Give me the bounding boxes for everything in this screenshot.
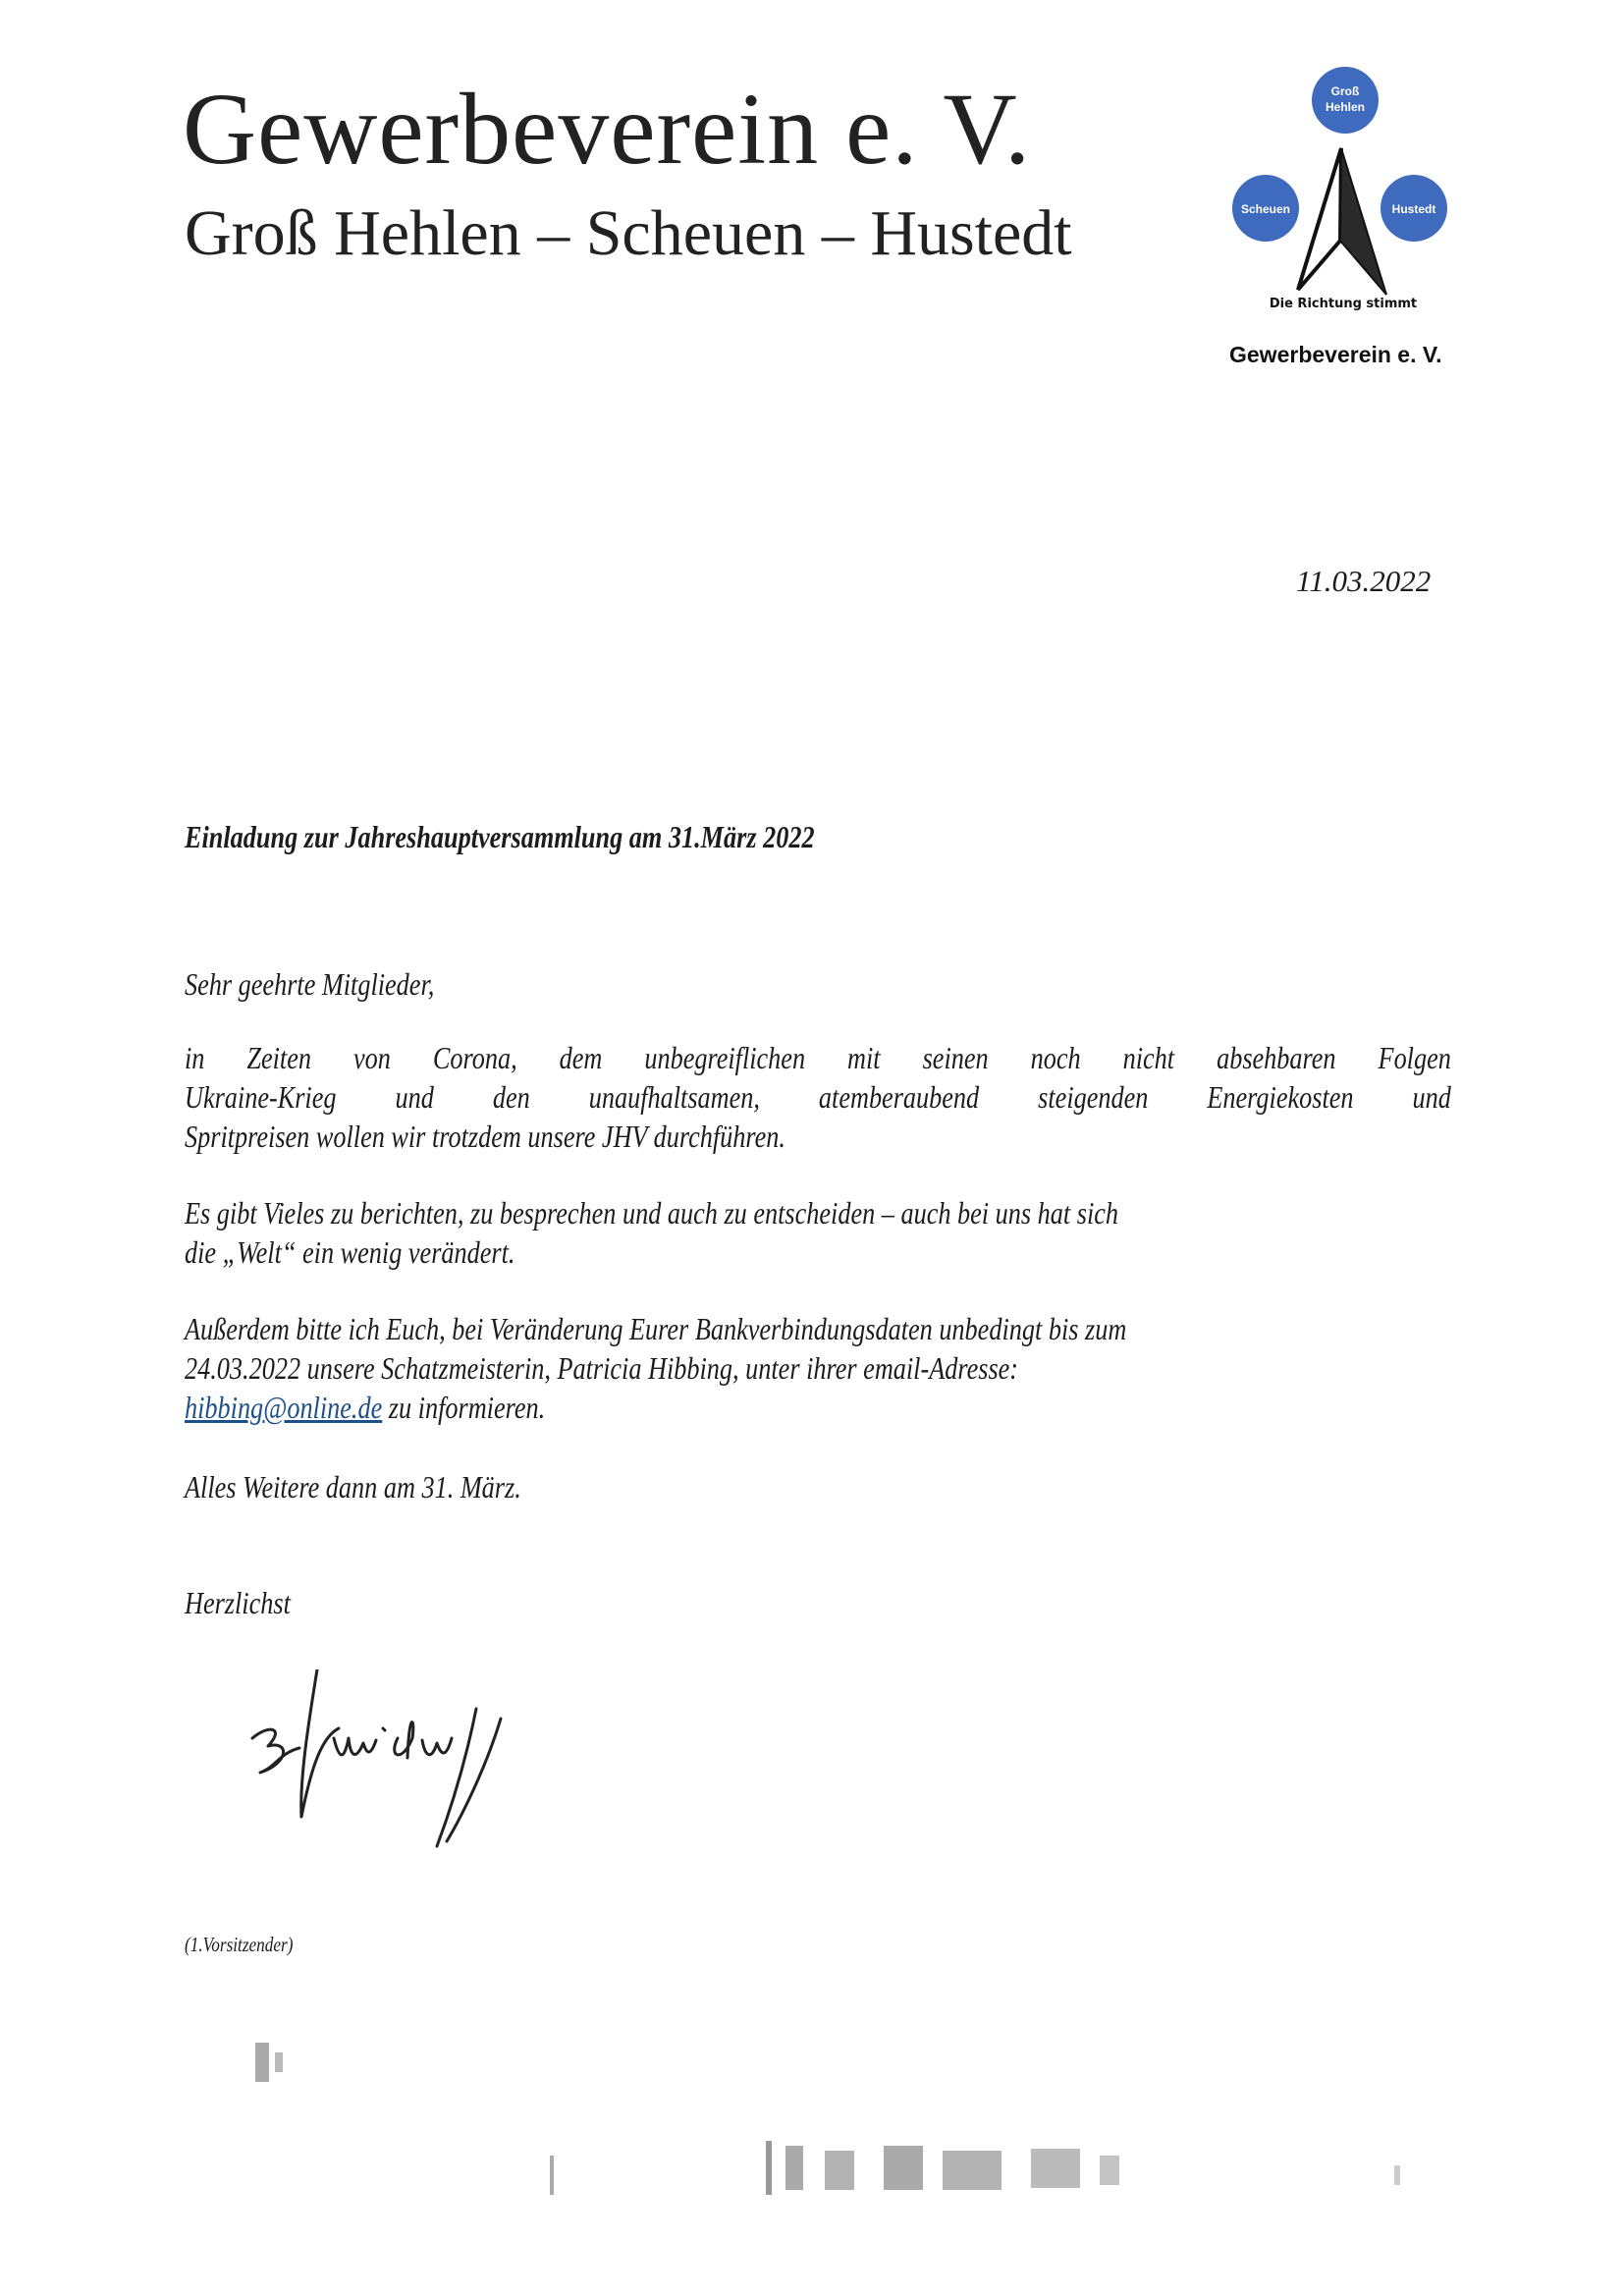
paragraph-line: 24.03.2022 unsere Schatzmeisterin, Patricia Hibbing, unter ihrer email-Adresse: [185, 1350, 1019, 1386]
letterhead-title: Gewerbeverein e. V. [183, 73, 1032, 186]
association-logo [1218, 54, 1512, 329]
handwritten-signature [241, 1669, 525, 1856]
logo-circle-hustedt [1380, 175, 1447, 242]
logo-circle-label: Groß [1330, 84, 1360, 98]
paragraph-1 [185, 1038, 1451, 1156]
email-link[interactable]: hibbing@online.de [185, 1390, 383, 1425]
signatory-role: (1.Vorsitzender) [185, 1933, 294, 1956]
salutation: Sehr geehrte Mitglieder, [185, 966, 435, 1002]
closing: Herzlichst [185, 1585, 291, 1620]
paragraph-line: Ukraine-Krieg und den unaufhaltsamen, atemberaubend steigenden Energiekosten und [185, 1079, 1451, 1115]
paragraph-text: zu informieren. [382, 1390, 546, 1425]
paragraph-3 [185, 1309, 1451, 1427]
logo-circle-gross-hehlen [1312, 67, 1379, 134]
letter-subject: Einladung zur Jahreshauptversammlung am 31.März 2022 [185, 819, 815, 854]
paragraph-line: Spritpreisen wollen wir trotzdem unsere JHV durchführen. [185, 1119, 785, 1154]
paragraph-line: Es gibt Vieles zu berichten, zu besprechen und auch zu entscheiden – auch bei uns hat sich [185, 1195, 1119, 1230]
paragraph-line: in Zeiten von Corona, dem unbegreiflichen mit seinen noch nicht absehbaren Folgen [185, 1040, 1451, 1075]
compass-arrow-icon [1298, 148, 1386, 295]
letterhead-subtitle: Groß Hehlen – Scheuen – Hustedt [185, 197, 1072, 269]
logo-circle-label: Hehlen [1325, 100, 1366, 114]
logo-circle-scheuen [1232, 175, 1299, 242]
logo-name: Gewerbeverein e. V. [1229, 342, 1442, 367]
letter-date: 11.03.2022 [1296, 564, 1432, 598]
paragraph-line [185, 1388, 1451, 1427]
scan-artifacts [0, 2023, 1624, 2219]
logo-circle-label: Hustedt [1391, 202, 1436, 216]
logo-circle-label: Scheuen [1240, 202, 1291, 216]
paragraph-line: die „Welt“ ein wenig verändert. [185, 1234, 515, 1270]
paragraph-4: Alles Weitere dann am 31. März. [185, 1469, 521, 1504]
paragraph-2 [185, 1193, 1451, 1272]
logo-slogan: Die Richtung stimmt [1269, 297, 1418, 311]
paragraph-line: Außerdem bitte ich Euch, bei Veränderung Eurer Bankverbindungsdaten unbedingt bis zum [185, 1311, 1127, 1346]
